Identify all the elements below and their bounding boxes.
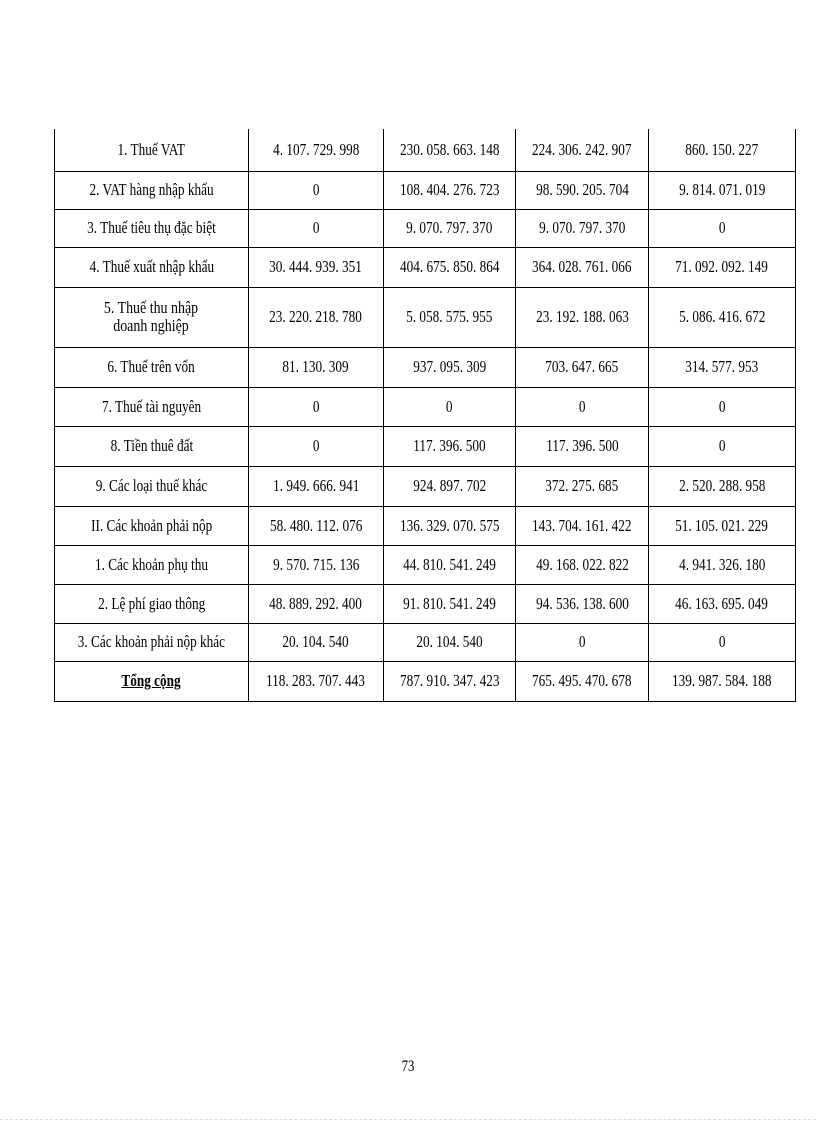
- table-cell: 0: [248, 171, 383, 209]
- table-cell: 118. 283. 707. 443: [248, 661, 383, 701]
- table-cell: 139. 987. 584. 188: [648, 661, 795, 701]
- table-cell: 91. 810. 541. 249: [383, 584, 516, 623]
- table-cell: 58. 480. 112. 076: [248, 506, 383, 545]
- table-cell: 117. 396. 500: [516, 426, 649, 466]
- table-row: [55, 287, 796, 347]
- table-cell: 81. 130. 309: [248, 347, 383, 387]
- table-row: [55, 387, 796, 426]
- total-label: Tổng cộng: [55, 661, 249, 701]
- table-cell: 0: [648, 387, 795, 426]
- row-label: II. Các khoản phải nộp: [55, 506, 249, 545]
- table-cell: 20. 104. 540: [383, 623, 516, 661]
- row-label: 3. Thuế tiêu thụ đặc biệt: [55, 209, 249, 247]
- tax-table: [54, 129, 796, 702]
- table-cell: 314. 577. 953: [648, 347, 795, 387]
- table-cell: 0: [248, 387, 383, 426]
- table-cell: 71. 092. 092. 149: [648, 247, 795, 287]
- table-cell: 9. 814. 071. 019: [648, 171, 795, 209]
- row-label: 5. Thuế thu nhập doanh nghiệp: [55, 287, 249, 347]
- table-row: [55, 584, 796, 623]
- table-cell: 0: [648, 623, 795, 661]
- table-cell: 23. 192. 188. 063: [516, 287, 649, 347]
- table-cell: 0: [248, 209, 383, 247]
- table-row: [55, 247, 796, 287]
- table-cell: 20. 104. 540: [248, 623, 383, 661]
- page-number: 73: [401, 1058, 415, 1075]
- row-label: 9. Các loại thuế khác: [55, 466, 249, 506]
- table-cell: 51. 105. 021. 229: [648, 506, 795, 545]
- table-cell: 4. 941. 326. 180: [648, 545, 795, 584]
- table-cell: 4. 107. 729. 998: [248, 129, 383, 171]
- table-cell: 0: [648, 209, 795, 247]
- table-cell: 5. 058. 575. 955: [383, 287, 516, 347]
- table-cell: 1. 949. 666. 941: [248, 466, 383, 506]
- table-cell: 117. 396. 500: [383, 426, 516, 466]
- table-cell: 9. 070. 797. 370: [516, 209, 649, 247]
- table-cell: 30. 444. 939. 351: [248, 247, 383, 287]
- table-row: [55, 623, 796, 661]
- table-cell: 765. 495. 470. 678: [516, 661, 649, 701]
- table-cell: 2. 520. 288. 958: [648, 466, 795, 506]
- table-cell: 372. 275. 685: [516, 466, 649, 506]
- table-row: [55, 171, 796, 209]
- row-label: 8. Tiền thuê đất: [55, 426, 249, 466]
- row-label: 1. Các khoản phụ thu: [55, 545, 249, 584]
- table-cell: 46. 163. 695. 049: [648, 584, 795, 623]
- row-label: 1. Thuế VAT: [55, 129, 249, 171]
- table-cell: 108. 404. 276. 723: [383, 171, 516, 209]
- table-row: [55, 545, 796, 584]
- table-cell: 0: [248, 426, 383, 466]
- row-label: 3. Các khoản phải nộp khác: [55, 623, 249, 661]
- table-cell: 44. 810. 541. 249: [383, 545, 516, 584]
- table-cell: 94. 536. 138. 600: [516, 584, 649, 623]
- table-cell: 136. 329. 070. 575: [383, 506, 516, 545]
- row-label: 6. Thuế trên vốn: [55, 347, 249, 387]
- table-cell: 937. 095. 309: [383, 347, 516, 387]
- row-label: 2. VAT hàng nhập khẩu: [55, 171, 249, 209]
- row-label: 4. Thuế xuất nhập khẩu: [55, 247, 249, 287]
- table-cell: 860. 150. 227: [648, 129, 795, 171]
- table-cell: 5. 086. 416. 672: [648, 287, 795, 347]
- table-cell: 224. 306. 242. 907: [516, 129, 649, 171]
- table-row: [55, 209, 796, 247]
- table-cell: 364. 028. 761. 066: [516, 247, 649, 287]
- table-cell: 0: [516, 623, 649, 661]
- table-row: [55, 129, 796, 171]
- table-cell: 404. 675. 850. 864: [383, 247, 516, 287]
- row-label: 2. Lệ phí giao thông: [55, 584, 249, 623]
- table-cell: 143. 704. 161. 422: [516, 506, 649, 545]
- table-row: [55, 466, 796, 506]
- table-cell: 49. 168. 022. 822: [516, 545, 649, 584]
- total-row: [55, 661, 796, 701]
- table-row: [55, 506, 796, 545]
- table-cell: 9. 070. 797. 370: [383, 209, 516, 247]
- table-cell: 230. 058. 663. 148: [383, 129, 516, 171]
- table-cell: 0: [383, 387, 516, 426]
- table-row: [55, 347, 796, 387]
- page-bottom-divider: [0, 1119, 816, 1120]
- table-cell: 98. 590. 205. 704: [516, 171, 649, 209]
- row-label: 7. Thuế tài nguyên: [55, 387, 249, 426]
- table-cell: 924. 897. 702: [383, 466, 516, 506]
- table-cell: 23. 220. 218. 780: [248, 287, 383, 347]
- table-row: [55, 426, 796, 466]
- table-cell: 9. 570. 715. 136: [248, 545, 383, 584]
- table-cell: 0: [648, 426, 795, 466]
- table-cell: 787. 910. 347. 423: [383, 661, 516, 701]
- table-cell: 0: [516, 387, 649, 426]
- table-cell: 48. 889. 292. 400: [248, 584, 383, 623]
- table-cell: 703. 647. 665: [516, 347, 649, 387]
